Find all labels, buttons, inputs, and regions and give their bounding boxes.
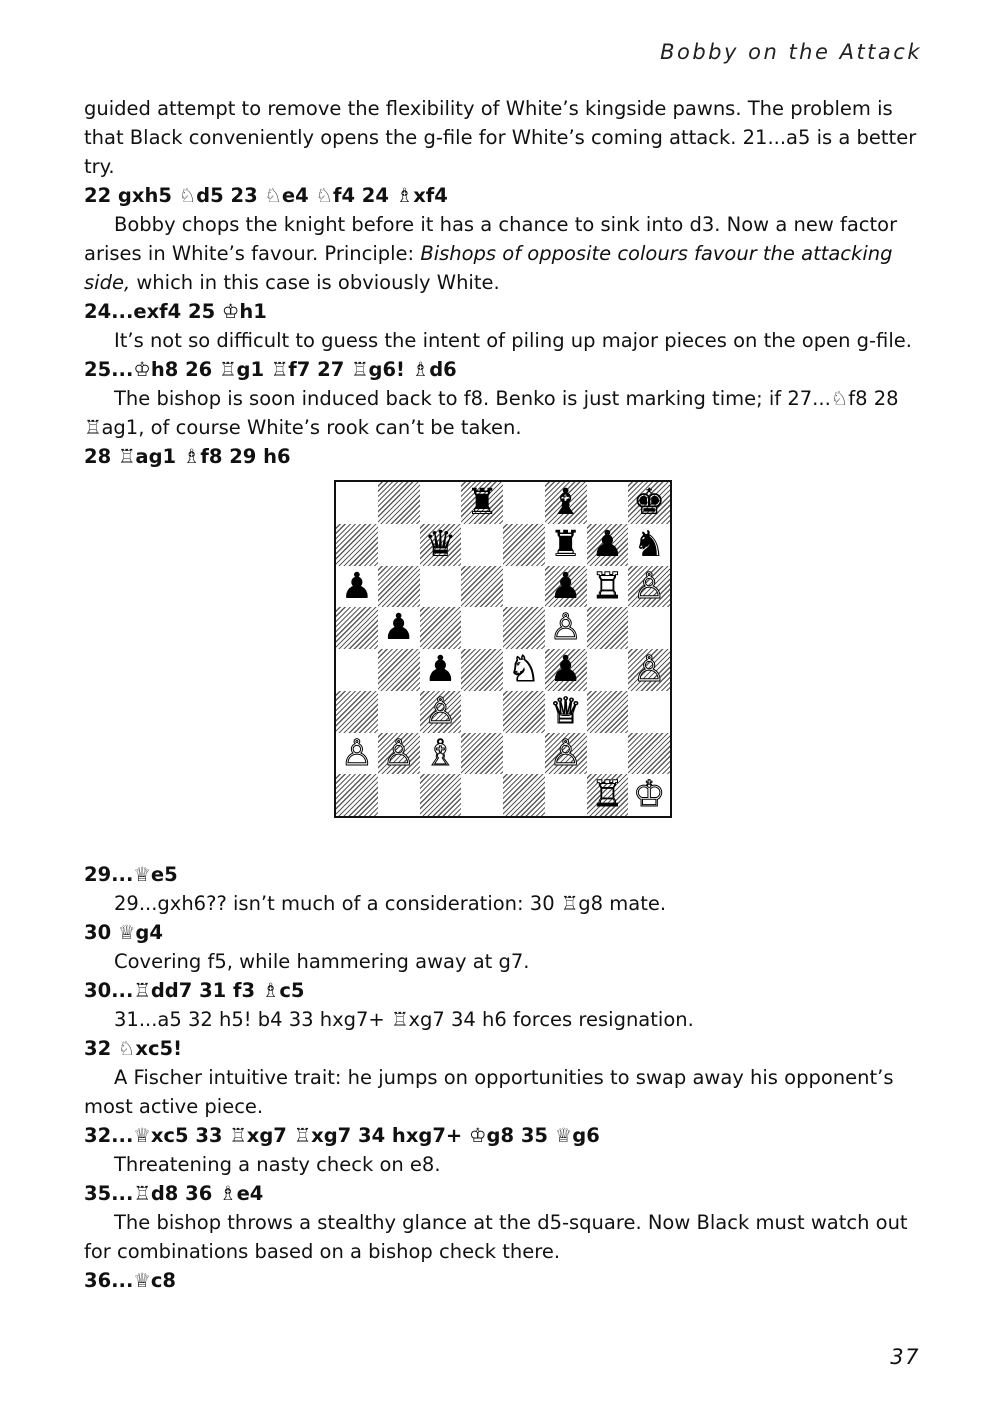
square-c5 bbox=[420, 607, 462, 649]
square-b4 bbox=[378, 649, 420, 691]
square-e2 bbox=[503, 733, 545, 775]
black-piece-b5: ♟ bbox=[382, 607, 415, 649]
square-e3 bbox=[503, 691, 545, 733]
text-run: It’s not so difficult to guess the intent of piling up major pieces on the open g-file. bbox=[114, 329, 912, 352]
black-piece-h7: ♞ bbox=[632, 523, 666, 565]
square-e6 bbox=[503, 566, 545, 608]
principle-italic: Bishops of opposite colours favour the attacking side, bbox=[84, 242, 893, 294]
commentary-paragraph bbox=[84, 947, 924, 976]
commentary-paragraph bbox=[84, 1063, 924, 1121]
square-g4 bbox=[587, 649, 629, 691]
text-run: 29...gxh6?? isn’t much of a consideration: 30 ♖g8 mate. bbox=[114, 892, 667, 915]
square-d4 bbox=[461, 649, 503, 691]
white-piece-g1: ♖ bbox=[591, 774, 624, 816]
square-b8 bbox=[378, 482, 420, 524]
commentary-paragraph bbox=[84, 210, 924, 297]
text-run: guided attempt to remove the flexibility of White’s kingside pawns. The problem is that Black conveniently opens the g-file for White’s coming attack. 21...a5 is a better try. bbox=[84, 97, 917, 178]
black-piece-f4: ♟ bbox=[549, 649, 582, 690]
white-piece-a2: ♙ bbox=[340, 732, 374, 774]
square-e5 bbox=[503, 607, 545, 649]
chess-diagram bbox=[334, 480, 672, 818]
commentary-paragraph bbox=[84, 1208, 924, 1266]
commentary-paragraph bbox=[84, 1005, 924, 1034]
square-a7 bbox=[336, 524, 378, 566]
white-piece-e4: ♘ bbox=[507, 649, 541, 690]
square-c1 bbox=[420, 774, 462, 816]
square-f1 bbox=[545, 774, 587, 816]
square-h2 bbox=[628, 733, 670, 775]
text-run: Bobby chops the knight before it has a chance to sink into d3. Now a new factor arises in White’s favour. Principle: bbox=[84, 213, 898, 265]
text-run: A Fischer intuitive trait: he jumps on opportunities to swap away his opponent’s most active piece. bbox=[84, 1066, 894, 1118]
text-run: 31...a5 32 h5! b4 33 hxg7+ ♖xg7 34 h6 forces resignation. bbox=[114, 1008, 694, 1031]
square-a5 bbox=[336, 607, 378, 649]
move-line: 24...exf4 25 ♔h1 bbox=[84, 300, 267, 323]
white-piece-f5: ♙ bbox=[549, 607, 582, 649]
black-piece-g7: ♟ bbox=[591, 523, 624, 565]
black-piece-f6: ♟ bbox=[549, 565, 582, 607]
running-header: Bobby on the Attack bbox=[660, 40, 922, 64]
text-run: which in this case is obviously White. bbox=[130, 271, 500, 294]
square-a3 bbox=[336, 691, 378, 733]
square-b1 bbox=[378, 774, 420, 816]
square-a4 bbox=[336, 649, 378, 691]
move-line: 32...♕xc5 33 ♖xg7 ♖xg7 34 hxg7+ ♔g8 35 ♕g6 bbox=[84, 1124, 600, 1147]
square-d7 bbox=[461, 524, 503, 566]
square-a8 bbox=[336, 482, 378, 524]
text-run: The bishop throws a stealthy glance at the d5-square. Now Black must watch out for combinations based on a bishop check there. bbox=[84, 1211, 908, 1263]
commentary-paragraph bbox=[84, 1150, 924, 1179]
black-piece-h8: ♚ bbox=[632, 482, 666, 523]
move-line: 29...♕e5 bbox=[84, 863, 178, 886]
white-piece-f3: ♕ bbox=[549, 690, 582, 732]
white-piece-h4: ♙ bbox=[632, 649, 666, 690]
move-line: 22 gxh5 ♘d5 23 ♘e4 ♘f4 24 ♗xf4 bbox=[84, 184, 448, 207]
white-piece-c3: ♙ bbox=[424, 690, 457, 732]
black-piece-c4: ♟ bbox=[424, 649, 457, 690]
square-b3 bbox=[378, 691, 420, 733]
lower-text-block bbox=[84, 860, 924, 1295]
square-c6 bbox=[420, 566, 462, 608]
white-piece-h6: ♙ bbox=[632, 565, 666, 607]
square-d6 bbox=[461, 566, 503, 608]
square-b7 bbox=[378, 524, 420, 566]
text-run: The bishop is soon induced back to f8. Benko is just marking time; if 27...♘f8 28 ♖ag1, of course White’s rook can’t be taken. bbox=[84, 387, 899, 439]
commentary-paragraph bbox=[84, 94, 924, 181]
square-d1 bbox=[461, 774, 503, 816]
white-piece-g6: ♖ bbox=[591, 565, 624, 607]
text-run: Covering f5, while hammering away at g7. bbox=[114, 950, 530, 973]
square-c8 bbox=[420, 482, 462, 524]
move-line: 30 ♕g4 bbox=[84, 921, 163, 944]
move-line: 32 ♘xc5! bbox=[84, 1037, 183, 1060]
square-h3 bbox=[628, 691, 670, 733]
square-g5 bbox=[587, 607, 629, 649]
square-d2 bbox=[461, 733, 503, 775]
white-piece-b2: ♙ bbox=[382, 732, 415, 774]
black-piece-f7: ♜ bbox=[549, 523, 582, 565]
square-d3 bbox=[461, 691, 503, 733]
commentary-paragraph bbox=[84, 384, 924, 442]
black-piece-a6: ♟ bbox=[340, 565, 374, 607]
white-piece-f2: ♙ bbox=[549, 732, 582, 774]
square-e7 bbox=[503, 524, 545, 566]
black-piece-f8: ♝ bbox=[549, 482, 582, 523]
move-line: 36...♕c8 bbox=[84, 1269, 176, 1292]
square-e1 bbox=[503, 774, 545, 816]
black-piece-d8: ♜ bbox=[465, 482, 499, 523]
commentary-paragraph bbox=[84, 326, 924, 355]
square-g2 bbox=[587, 733, 629, 775]
move-line: 35...♖d8 36 ♗e4 bbox=[84, 1182, 264, 1205]
move-line: 25...♔h8 26 ♖g1 ♖f7 27 ♖g6! ♗d6 bbox=[84, 358, 457, 381]
square-h5 bbox=[628, 607, 670, 649]
upper-text-block bbox=[84, 94, 924, 471]
text-run: Threatening a nasty check on e8. bbox=[114, 1153, 441, 1176]
move-line: 30...♖dd7 31 f3 ♗c5 bbox=[84, 979, 305, 1002]
square-a1 bbox=[336, 774, 378, 816]
square-b6 bbox=[378, 566, 420, 608]
white-piece-h1: ♔ bbox=[632, 774, 666, 816]
page-number: 37 bbox=[890, 1345, 920, 1369]
square-d5 bbox=[461, 607, 503, 649]
white-piece-c2: ♗ bbox=[424, 732, 457, 774]
black-piece-c7: ♛ bbox=[424, 523, 457, 565]
move-line: 28 ♖ag1 ♗f8 29 h6 bbox=[84, 445, 291, 468]
square-e8 bbox=[503, 482, 545, 524]
square-g3 bbox=[587, 691, 629, 733]
square-g8 bbox=[587, 482, 629, 524]
commentary-paragraph bbox=[84, 889, 924, 918]
